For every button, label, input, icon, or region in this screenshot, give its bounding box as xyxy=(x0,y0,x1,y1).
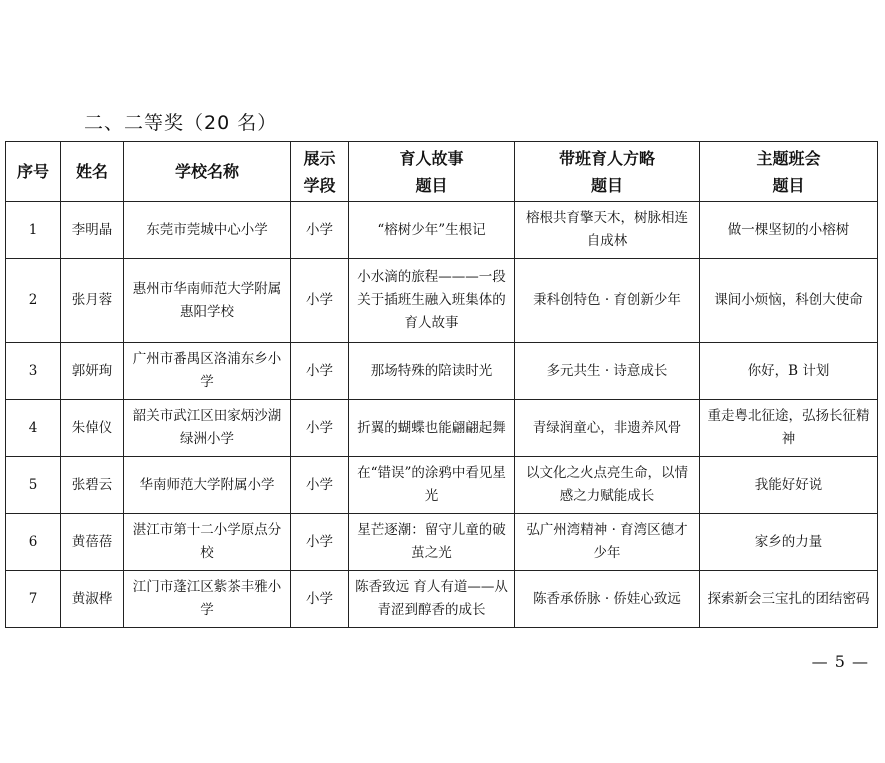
header-no: 序号 xyxy=(6,142,61,202)
header-strategy-line1: 带班育人方略 xyxy=(558,148,655,168)
cell-story: 陈香致远 育人有道——从青涩到醇香的成长 xyxy=(349,571,515,628)
cell-story: 在“错误”的涂鸦中看见星光 xyxy=(349,457,515,514)
cell-meeting: 重走粤北征途，弘扬长征精神 xyxy=(700,400,878,457)
cell-stage: 小学 xyxy=(291,571,349,628)
cell-story: 星芒逐潮：留守儿童的破茧之光 xyxy=(349,514,515,571)
header-meeting xyxy=(700,142,878,202)
cell-story: 折翼的蝴蝶也能翩翩起舞 xyxy=(349,400,515,457)
cell-no: 2 xyxy=(6,259,61,343)
cell-name: 郭妍珣 xyxy=(61,343,124,400)
cell-strategy: 陈香承侨脉 · 侨娃心致远 xyxy=(515,571,700,628)
table-header-row xyxy=(6,142,878,202)
table-row xyxy=(6,202,878,259)
cell-school: 湛江市第十二小学原点分校 xyxy=(124,514,291,571)
cell-story: “榕树少年”生根记 xyxy=(349,202,515,259)
cell-school: 韶关市武江区田家炳沙湖绿洲小学 xyxy=(124,400,291,457)
header-strategy xyxy=(515,142,700,202)
cell-meeting: 我能好好说 xyxy=(700,457,878,514)
cell-name: 黄淑桦 xyxy=(61,571,124,628)
cell-no: 1 xyxy=(6,202,61,259)
cell-no: 6 xyxy=(6,514,61,571)
cell-strategy: 以文化之火点亮生命，以情感之力赋能成长 xyxy=(515,457,700,514)
header-meeting-line2: 题目 xyxy=(772,175,805,195)
section-title: 二、二等奖（20 名） xyxy=(84,112,278,134)
header-school: 学校名称 xyxy=(124,142,291,202)
cell-strategy: 榕根共育擎天木，树脉相连自成林 xyxy=(515,202,700,259)
header-name: 姓名 xyxy=(61,142,124,202)
header-stage-line2: 学段 xyxy=(303,175,336,195)
cell-stage: 小学 xyxy=(291,400,349,457)
table-row xyxy=(6,514,878,571)
cell-stage: 小学 xyxy=(291,457,349,514)
cell-stage: 小学 xyxy=(291,514,349,571)
cell-meeting: 课间小烦恼，科创大使命 xyxy=(700,259,878,343)
cell-strategy: 多元共生 · 诗意成长 xyxy=(515,343,700,400)
cell-no: 5 xyxy=(6,457,61,514)
table-row xyxy=(6,343,878,400)
table-row xyxy=(6,457,878,514)
cell-stage: 小学 xyxy=(291,202,349,259)
header-story-line1: 育人故事 xyxy=(399,148,464,168)
cell-no: 3 xyxy=(6,343,61,400)
cell-school: 华南师范大学附属小学 xyxy=(124,457,291,514)
cell-meeting: 你好，B 计划 xyxy=(700,343,878,400)
cell-strategy: 青绿润童心，非遗养风骨 xyxy=(515,400,700,457)
header-story-line2: 题目 xyxy=(415,175,448,195)
cell-strategy: 秉科创特色 · 育创新少年 xyxy=(515,259,700,343)
cell-meeting: 做一棵坚韧的小榕树 xyxy=(700,202,878,259)
cell-no: 7 xyxy=(6,571,61,628)
cell-no: 4 xyxy=(6,400,61,457)
cell-name: 张月蓉 xyxy=(61,259,124,343)
header-stage-line1: 展示 xyxy=(303,148,336,168)
cell-school: 东莞市莞城中心小学 xyxy=(124,202,291,259)
page-number: — 5 — xyxy=(811,652,869,671)
cell-name: 朱倬仪 xyxy=(61,400,124,457)
table-row xyxy=(6,400,878,457)
cell-strategy: 弘广州湾精神 · 育湾区德才少年 xyxy=(515,514,700,571)
header-meeting-line1: 主题班会 xyxy=(756,148,821,168)
table-row xyxy=(6,259,878,343)
awards-table xyxy=(5,141,878,628)
header-stage xyxy=(291,142,349,202)
cell-story: 那场特殊的陪读时光 xyxy=(349,343,515,400)
cell-name: 张碧云 xyxy=(61,457,124,514)
cell-stage: 小学 xyxy=(291,259,349,343)
table-row xyxy=(6,571,878,628)
cell-meeting: 家乡的力量 xyxy=(700,514,878,571)
cell-school: 广州市番禺区洛浦东乡小学 xyxy=(124,343,291,400)
cell-stage: 小学 xyxy=(291,343,349,400)
header-story xyxy=(349,142,515,202)
cell-school: 惠州市华南师范大学附属惠阳学校 xyxy=(124,259,291,343)
cell-school: 江门市蓬江区紫茶丰雅小学 xyxy=(124,571,291,628)
cell-story: 小水滴的旅程———一段关于插班生融入班集体的育人故事 xyxy=(349,259,515,343)
cell-name: 黄蓓蓓 xyxy=(61,514,124,571)
header-strategy-line2: 题目 xyxy=(590,175,623,195)
cell-name: 李明晶 xyxy=(61,202,124,259)
cell-meeting: 探索新会三宝扎的团结密码 xyxy=(700,571,878,628)
